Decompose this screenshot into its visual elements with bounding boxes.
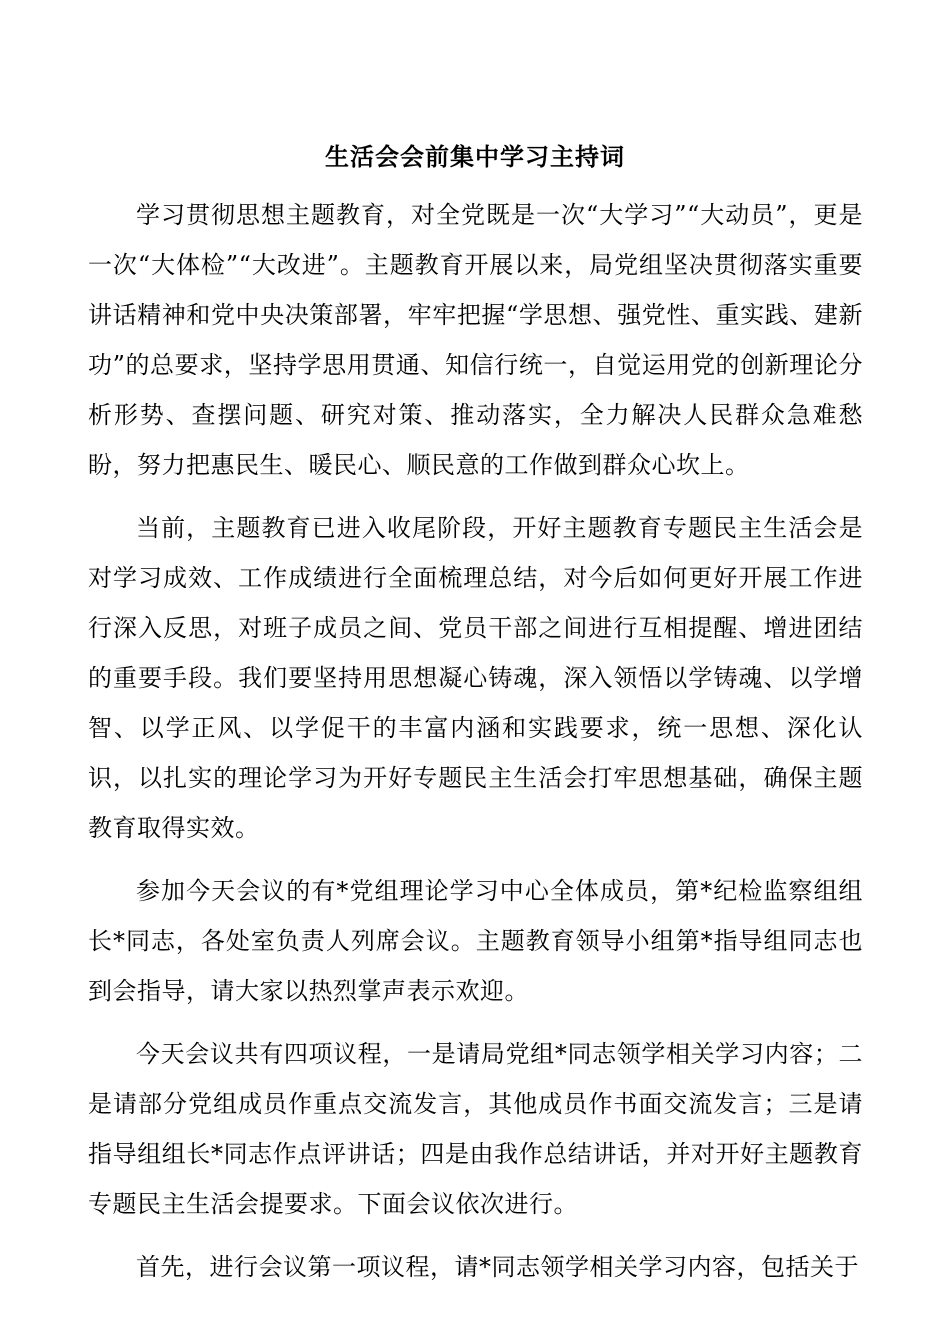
paragraph-3: 参加今天会议的有*党组理论学习中心全体成员，第*纪检监察组组长*同志，各处室负责人列席会议。主题教育领导小组第*指导组同志也到会指导，请大家以热烈掌声表示欢迎。: [88, 877, 863, 1005]
paragraph-1: 学习贯彻思想主题教育，对全党既是一次“大学习”“大动员”，更是一次“大体检”“大改进”。主题教育开展以来，局党组坚决贯彻落实重要讲话精神和党中央决策部署，牢牢把握“学思想、强党性、重实践、建新功”的总要求，坚持学思用贯通、知信行统一，自觉运用党的创新理论分析形势、查摆问题、研究对策、推动落实，全力解决人民群众急难愁盼，努力把惠民生、暖民心、顺民意的工作做到群众心坎上。: [88, 201, 863, 479]
paragraph-5: 首先，进行会议第一项议程，请*同志领学相关学习内容，包括关于: [136, 1253, 859, 1281]
document-body: [88, 190, 863, 1305]
paragraph-4: 今天会议共有四项议程，一是请局党组*同志领学相关学习内容；二是请部分党组成员作重点交流发言，其他成员作书面交流发言；三是请指导组组长*同志作点评讲话；四是由我作总结讲话，并对开好主题教育专题民主生活会提要求。下面会议依次进行。: [88, 1040, 863, 1218]
document-title: 生活会会前集中学习主持词: [325, 142, 625, 171]
paragraph-2: 当前，主题教育已进入收尾阶段，开好主题教育专题民主生活会是对学习成效、工作成绩进行全面梳理总结，对今后如何更好开展工作进行深入反思，对班子成员之间、党员干部之间进行互相提醒、增进团结的重要手段。我们要坚持用思想凝心铸魂，深入领悟以学铸魂、以学增智、以学正风、以学促干的丰富内涵和实践要求，统一思想、深化认识，以扎实的理论学习为开好专题民主生活会打牢思想基础，确保主题教育取得实效。: [88, 514, 863, 842]
